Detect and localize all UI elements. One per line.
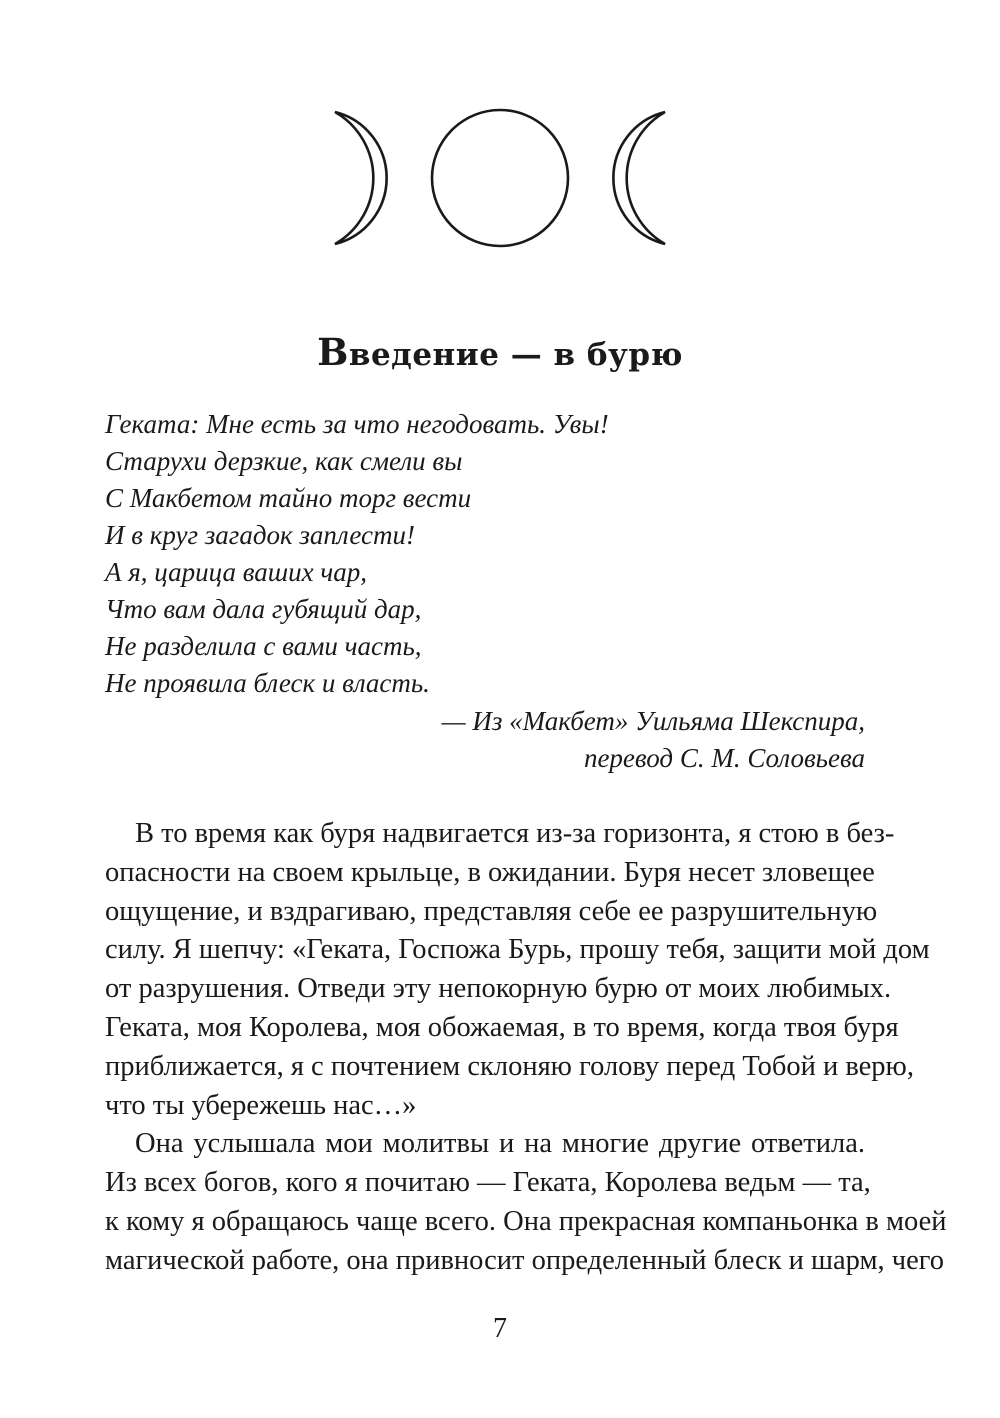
- epigraph-line: И в круг загадок заплести!: [105, 520, 415, 550]
- text-line: Геката, моя Королева, моя обожаемая, в то время, когда твоя буря: [105, 1011, 899, 1043]
- epigraph-line: Не разделила с вами часть,: [105, 631, 422, 661]
- epigraph-line: Что вам дала губящий дар,: [105, 594, 422, 624]
- text-line: что ты убережешь нас…»: [105, 1089, 417, 1121]
- title-rest: ведение — в бурю: [348, 337, 683, 373]
- left-crescent: [335, 112, 387, 244]
- paragraph-2: [105, 1125, 947, 1280]
- body-text: [105, 815, 947, 1281]
- epigraph-line: А я, царица ваших чар,: [105, 557, 367, 587]
- text-line: ощущение, и вздрагиваю, представляя себе ее разрушительную: [105, 895, 878, 927]
- attribution-translator: перевод С. М. Соловьева: [583, 743, 865, 773]
- text-line: В то время как буря надвигается из-за горизонта, я стою в без-: [135, 818, 895, 849]
- paragraph-1: [105, 815, 930, 1125]
- attribution-source: — Из «Макбет» Уильяма Шекспира,: [441, 706, 865, 736]
- text-line: силу. Я шепчу: «Геката, Госпожа Бурь, прошу тебя, защити мой дом: [105, 934, 930, 966]
- epigraph-line: Не проявила блеск и власть.: [105, 668, 430, 698]
- epigraph-line: С Макбетом тайно торг вести: [105, 483, 472, 513]
- text-line: опасности на своем крыльце, в ожидании. Буря несет зловещее: [105, 856, 875, 888]
- text-line: к кому я обращаюсь чаще всего. Она прекрасная компаньонка в моей: [105, 1205, 947, 1237]
- epigraph-line: Старухи дерзкие, как смели вы: [105, 446, 463, 476]
- epigraph-line: Геката: Мне есть за что негодовать. Увы!: [105, 409, 609, 439]
- text-line: от разрушения. Отведи эту непокорную бурю от моих любимых.: [105, 973, 892, 1005]
- chapter-title: [0, 330, 1000, 374]
- page-number: 7: [493, 1313, 507, 1344]
- right-crescent: [613, 112, 665, 244]
- triple-moon-icon: [330, 108, 670, 248]
- text-line: магической работе, она привносит определенный блеск и шарм, чего: [105, 1244, 944, 1276]
- text-line: Она услышала мои молитвы и на многие другие ответила.: [135, 1128, 865, 1160]
- epigraph-attribution: [442, 703, 865, 777]
- epigraph: [105, 406, 865, 702]
- text-line: Из всех богов, кого я почитаю — Геката, Королева ведьм — та,: [105, 1167, 871, 1199]
- text-line: приближается, я с почтением склоняю голову перед Тобой и верю,: [105, 1050, 914, 1082]
- title-initial: В: [317, 330, 349, 374]
- full-moon: [432, 110, 568, 246]
